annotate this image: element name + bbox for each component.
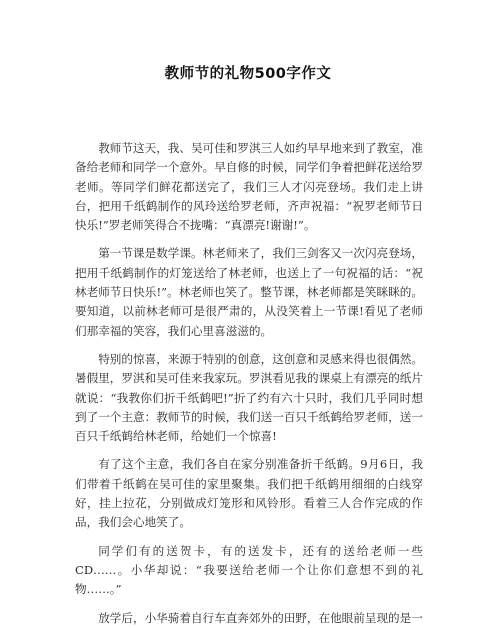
- paragraph-5: 同学们有的送贺卡，有的送发卡，还有的送给老师一些 CD……。小华却说：“我要送给老师一个让你们意想不到的礼物……。”: [75, 543, 423, 597]
- document-title: 教师节的礼物500字作文: [164, 66, 332, 82]
- paragraph-2: 第一节课是数学课。林老师来了，我们三剑客又一次闪亮登场，把用千纸鹤制作的灯笼送给了林老师，也送上了一句祝福的话：“祝林老师节日快乐!”。林老师也笑了。整节课，林老师都是笑眯眯的。要知道，以前林老师可是很严肃的，从没笑着上一节课!看见了老师们那幸福的笑容，我们心里喜滋滋的。: [75, 246, 423, 338]
- paragraph-6: 放学后，小华骑着自行车直奔郊外的田野，在他眼前呈现的是一: [98, 610, 423, 625]
- document-body: [75, 139, 423, 628]
- paragraph-3: 特别的惊喜，来源于特别的创意，这创意和灵感来得也很偶然。暑假里，罗淇和吴可佳来我家玩。罗淇看见我的课桌上有漂亮的纸片就说：“我教你们折千纸鹤吧!”折了约有六十只时，我们几乎同时想到了一个主意：教师节的时候，我们送一百只千纸鹤给罗老师，送一百只千纸鹤给林老师，给她们一个惊喜!: [75, 351, 423, 444]
- paragraph-4: 有了这个主意，我们各自在家分别准备折千纸鹤。9月6日，我们带着千纸鹤在吴可佳的家里聚集。我们把千纸鹤用细细的白线穿好，挂上拉花，分别做成灯笼形和风铃形。看着三人合作完成的作品，我们会心地笑了。: [75, 457, 423, 530]
- paragraph-1: 教师节这天，我、吴可佳和罗淇三人如约早早地来到了教室，准备给老师和同学一个意外。早自修的时候，同学们争着把鲜花送给罗老师。等同学们鲜花都送完了，我们三人才闪亮登场。我们走上讲台，把用千纸鹤制作的风玲送给罗老师，齐声祝福：“祝罗老师节日快乐!”罗老师笑得合不拢嘴：“真漂亮!谢谢!”。: [75, 141, 423, 233]
